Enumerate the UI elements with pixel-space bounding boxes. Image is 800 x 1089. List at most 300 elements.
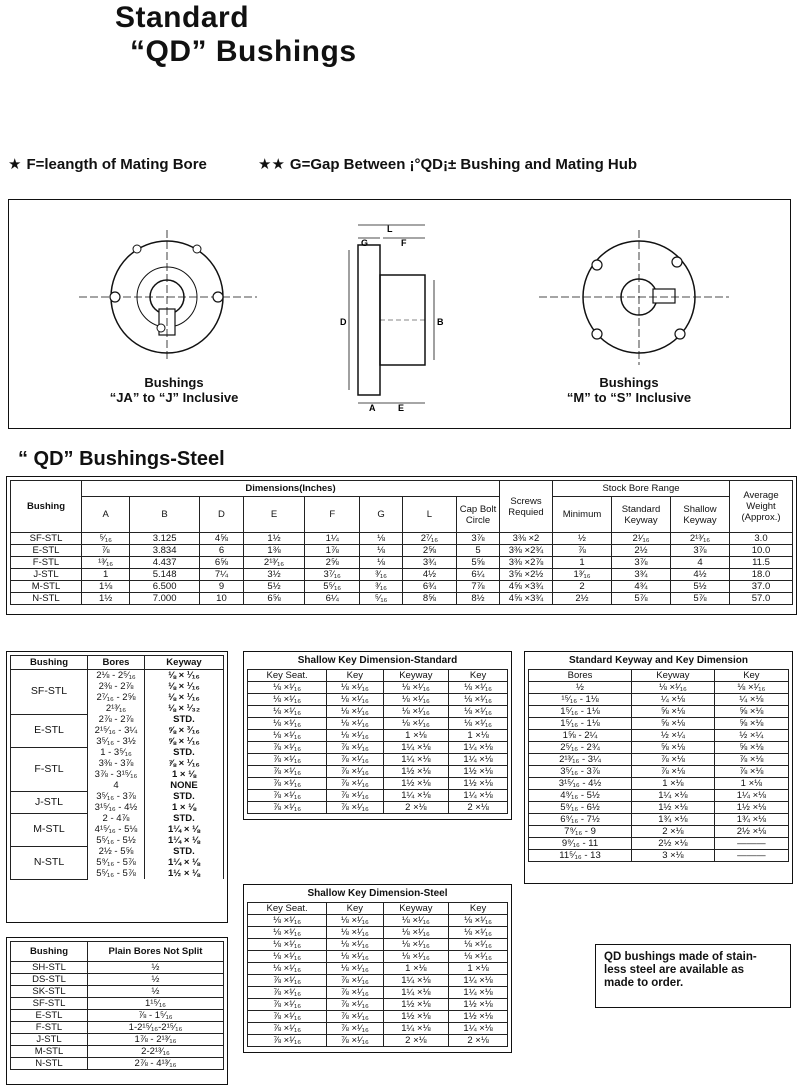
- table-cell: ⅞ ×¹⁄₁₆: [248, 1011, 327, 1023]
- plain-col-bushing: Bushing: [11, 942, 88, 962]
- table-cell: ⅛ ×¹⁄₁₆: [632, 682, 715, 694]
- table-cell: ⅞ ×¹⁄₁₆: [248, 1035, 327, 1047]
- table-cell: ⅛ ×¹⁄₁₆: [714, 682, 788, 694]
- table-row: [529, 682, 789, 694]
- table-row: [248, 987, 508, 999]
- table-cell: 1 ×⅛: [449, 730, 508, 742]
- table-cell: 1¼ ×⅛: [714, 790, 788, 802]
- table-cell: ⅞ ×¹⁄₁₆: [327, 766, 383, 778]
- table-cell: ⅝ ×⅛: [714, 742, 788, 754]
- table-row: [248, 706, 508, 718]
- table-cell: F-STL: [11, 1022, 88, 1034]
- bores-col-bores: Bores: [88, 656, 145, 670]
- bores-cell: 2⅜ - 2⅞: [88, 681, 145, 692]
- bores-cell: 2⅛ - 2⁵⁄₁₆: [88, 670, 145, 682]
- table-cell: E-STL: [11, 1010, 88, 1022]
- right-bushing-drawing: [539, 230, 729, 365]
- table-row: [248, 939, 508, 951]
- main-table: [10, 480, 793, 605]
- table-cell: ³⁄₁₆: [360, 581, 402, 593]
- table-cell: 7.000: [130, 593, 200, 605]
- keyway-cell: STD.: [145, 791, 224, 802]
- bores-cell: 4¹⁵⁄₁₆ - 5⅛: [88, 824, 145, 835]
- left-bushing-label: [104, 375, 244, 405]
- col-header: Key: [449, 903, 508, 915]
- table-row: [529, 766, 789, 778]
- table-cell: 1½ ×⅛: [714, 802, 788, 814]
- table-cell: 1⅝ - 2¼: [529, 730, 632, 742]
- table-cell: 1½ ×⅛: [632, 802, 715, 814]
- table-cell: ⅞: [553, 545, 612, 557]
- table-cell: 1¼ ×⅛: [383, 742, 449, 754]
- table-cell: ⅝ ×⅛: [632, 742, 715, 754]
- table-cell: ⅛ ×¹⁄₁₆: [383, 927, 449, 939]
- table-cell: 3⅜ ×2⅞: [500, 557, 553, 569]
- group-stock: Stock Bore Range: [553, 481, 730, 497]
- table-cell: ⅛ ×¹⁄₁₆: [449, 706, 508, 718]
- table-cell: ⁵⁄₁₆: [82, 533, 130, 545]
- plain-table: [10, 941, 224, 1070]
- col-header: Key: [327, 903, 383, 915]
- note-f-text: F=leangth of Mating Bore: [26, 155, 207, 173]
- table-row: [248, 766, 508, 778]
- keyway-cell: STD.: [145, 714, 224, 725]
- left-label-1: Bushings: [144, 375, 204, 390]
- note-line-2: less steel are available as: [604, 964, 745, 976]
- bores-cell: 3⅜ - 3⅞: [88, 758, 145, 769]
- table-cell: ⅛: [360, 557, 402, 569]
- table-cell: 4⁹⁄₁₆ - 5½: [529, 790, 632, 802]
- table-cell: 6⅝: [244, 593, 305, 605]
- keyway-cell: 1¼ × ⅛: [145, 857, 224, 868]
- table-cell: 1 ×⅛: [383, 963, 449, 975]
- table-cell: 1¼ ×⅛: [383, 987, 449, 999]
- table-cell: 6¼: [305, 593, 360, 605]
- dim-l-text: L: [387, 224, 393, 234]
- bores-cell: 2 - 4⅞: [88, 813, 145, 824]
- table-cell: ———: [714, 838, 788, 850]
- table-cell: 1¹⁵⁄₁₆: [88, 998, 224, 1010]
- table-row: [529, 838, 789, 850]
- table-cell: DS-STL: [11, 974, 88, 986]
- table-cell: 5⅞: [671, 593, 730, 605]
- col-std-keyway: Standard Keyway: [612, 497, 671, 533]
- keyway-cell: ⅛ × ¹⁄₁₆: [145, 670, 224, 682]
- table-cell: 4⅝ ×3¾: [500, 581, 553, 593]
- table-cell: ⅞ ×¹⁄₁₆: [248, 742, 327, 754]
- table-cell: ¹³⁄₁₆: [82, 557, 130, 569]
- table-cell: 3⅜ ×2¾: [500, 545, 553, 557]
- table-row: [248, 951, 508, 963]
- table-cell: F-STL: [11, 557, 82, 569]
- table-cell: ⅛ ×¹⁄₁₆: [248, 682, 327, 694]
- table-cell: ⅛ ×¹⁄₁₆: [248, 963, 327, 975]
- table-row: [248, 802, 508, 814]
- table-cell: 1½ ×⅛: [449, 1011, 508, 1023]
- table-row: [248, 790, 508, 802]
- table-row: [529, 730, 789, 742]
- bores-cell: 1 - 3⁵⁄₁₆: [88, 747, 145, 758]
- keyway-cell: ⅝ × ¹⁄₁₆: [145, 736, 224, 747]
- table-row: [248, 754, 508, 766]
- table-row: [11, 545, 793, 557]
- table-cell: 1¼ ×⅛: [449, 790, 508, 802]
- table-cell: ½: [88, 986, 224, 998]
- table-cell: ⅛ ×¹⁄₁₆: [383, 694, 449, 706]
- bores-bushing-cell: F-STL: [11, 747, 88, 791]
- col-weight: Average Weight (Approx.): [730, 481, 793, 533]
- table-row: [11, 1046, 224, 1058]
- table-row: [11, 670, 224, 682]
- table-cell: ⅞ ×¹⁄₁₆: [248, 790, 327, 802]
- col-screws: Screws Requied: [500, 481, 553, 533]
- table-cell: ⅞ ×¹⁄₁₆: [327, 1035, 383, 1047]
- table-row: [11, 998, 224, 1010]
- table-cell: 11.5: [730, 557, 793, 569]
- table-cell: 1½: [244, 533, 305, 545]
- table-cell: 2½: [553, 593, 612, 605]
- table-row: [248, 975, 508, 987]
- col-dim-g: G: [360, 497, 402, 533]
- table-cell: 1½: [82, 593, 130, 605]
- bores-cell: 5⁹⁄₁₆ - 5⅞: [88, 857, 145, 868]
- table-row: [529, 814, 789, 826]
- table-cell: ⅛ ×¹⁄₁₆: [327, 927, 383, 939]
- table-cell: 4½: [671, 569, 730, 581]
- table-cell: 1¼ ×⅛: [632, 790, 715, 802]
- table-row: [11, 714, 224, 725]
- table-cell: 2: [553, 581, 612, 593]
- table-cell: 1½ ×⅛: [383, 766, 449, 778]
- table-row: [248, 927, 508, 939]
- std-keyway-table: [528, 669, 789, 862]
- table-cell: 1¼ ×⅛: [383, 754, 449, 766]
- table-cell: 2⅝: [402, 545, 456, 557]
- table-cell: 1½ ×⅛: [449, 766, 508, 778]
- table-row: [529, 694, 789, 706]
- table-cell: ⅛ ×¹⁄₁₆: [449, 951, 508, 963]
- bores-cell: 3⁵⁄₁₆ - 3½: [88, 736, 145, 747]
- table-cell: 57.0: [730, 593, 793, 605]
- table-cell: ⅛ ×¹⁄₁₆: [449, 694, 508, 706]
- table-cell: 2¹³⁄₁₆ - 3¼: [529, 754, 632, 766]
- table-row: [529, 802, 789, 814]
- table-cell: 5½: [671, 581, 730, 593]
- table-cell: ⅞ ×¹⁄₁₆: [248, 975, 327, 987]
- table-cell: 3⁵⁄₁₆ - 3⅞: [529, 766, 632, 778]
- right-label-1: Bushings: [599, 375, 659, 390]
- table-cell: 1¼ ×⅛: [449, 975, 508, 987]
- table-row: [11, 747, 224, 758]
- svg-text:E: E: [398, 403, 405, 413]
- table-cell: 1½ ×⅛: [383, 1011, 449, 1023]
- table-cell: ½ ×¼: [632, 730, 715, 742]
- table-cell: ⅛ ×¹⁄₁₆: [383, 951, 449, 963]
- table-row: [529, 718, 789, 730]
- col-shallow-keyway: Shallow Keyway: [671, 497, 730, 533]
- table-row: [11, 813, 224, 824]
- table-cell: 1½ ×⅛: [449, 999, 508, 1011]
- table-cell: ½: [529, 682, 632, 694]
- table-cell: 1⅞: [305, 545, 360, 557]
- col-header: Keyway: [383, 670, 449, 682]
- table-cell: ⅞ ×⅛: [632, 754, 715, 766]
- table-row: [248, 694, 508, 706]
- table-cell: 1¼ ×⅛: [383, 1023, 449, 1035]
- keyway-cell: STD.: [145, 846, 224, 857]
- note-line-3: made to order.: [604, 977, 684, 989]
- note-f: [8, 155, 207, 173]
- keyway-cell: 1¼ × ⅛: [145, 824, 224, 835]
- table-cell: 18.0: [730, 569, 793, 581]
- table-cell: 6¾: [402, 581, 456, 593]
- table-cell: 2¹³⁄₁₆: [671, 533, 730, 545]
- title-line-1: Standard: [115, 1, 250, 34]
- table-cell: ⅛: [360, 533, 402, 545]
- table-cell: 1⁵⁄₁₆ - 1⅛: [529, 706, 632, 718]
- table-cell: 2½ ×⅛: [714, 826, 788, 838]
- table-cell: 4: [671, 557, 730, 569]
- table-cell: ½: [553, 533, 612, 545]
- table-cell: ⅛ ×¹⁄₁₆: [327, 963, 383, 975]
- table-cell: ⅞ ×¹⁄₁₆: [327, 975, 383, 987]
- table-row: [529, 706, 789, 718]
- table-row: [248, 718, 508, 730]
- table-cell: 1: [553, 557, 612, 569]
- table-cell: 10: [199, 593, 243, 605]
- keyway-cell: ⅛ × ¹⁄₁₆: [145, 692, 224, 703]
- col-header: Key: [449, 670, 508, 682]
- table-cell: ⅞ - 1⁵⁄₁₆: [88, 1010, 224, 1022]
- table-cell: 1 ×⅛: [383, 730, 449, 742]
- table-cell: 2¹⁄₁₆: [612, 533, 671, 545]
- table-cell: ⅞ ×¹⁄₁₆: [248, 778, 327, 790]
- table-cell: ⅛ ×¹⁄₁₆: [449, 939, 508, 951]
- table-cell: ⅛ ×¹⁄₁₆: [248, 915, 327, 927]
- bores-bushing-cell: N-STL: [11, 846, 88, 879]
- table-cell: 2½ ×⅛: [632, 838, 715, 850]
- table-cell: ⅞ ×¹⁄₁₆: [327, 778, 383, 790]
- bores-cell: 3¹⁵⁄₁₆ - 4½: [88, 802, 145, 813]
- table-cell: ⅞ ×⅛: [714, 754, 788, 766]
- table-row: [529, 826, 789, 838]
- table-cell: ⅛ ×¹⁄₁₆: [327, 706, 383, 718]
- bores-bushing-cell: SF-STL: [11, 670, 88, 715]
- table-row: [248, 915, 508, 927]
- col-dim-l: L: [402, 497, 456, 533]
- shallow-standard-frame: [243, 651, 512, 820]
- table-cell: SF-STL: [11, 998, 88, 1010]
- table-cell: 4½: [402, 569, 456, 581]
- col-cap: Cap Bolt Circle: [457, 497, 500, 533]
- table-cell: 1¼ ×⅛: [383, 790, 449, 802]
- table-cell: 4⅝ ×3¾: [500, 593, 553, 605]
- table-cell: ⅛: [360, 545, 402, 557]
- table-cell: 7⅞: [457, 581, 500, 593]
- bores-cell: 3⁵⁄₁₆ - 3⅞: [88, 791, 145, 802]
- stainless-note: [595, 944, 791, 1008]
- table-cell: 1³⁄₁₆: [553, 569, 612, 581]
- table-cell: 37.0: [730, 581, 793, 593]
- table-cell: 9⁹⁄₁₆ - 11: [529, 838, 632, 850]
- table-cell: ⅛ ×¹⁄₁₆: [327, 718, 383, 730]
- table-cell: ⅛ ×¹⁄₁₆: [449, 915, 508, 927]
- table-cell: 1-2¹⁵⁄₁₆-2¹⁵⁄₁₆: [88, 1022, 224, 1034]
- table-cell: ¼ ×⅛: [632, 694, 715, 706]
- table-row: [11, 962, 224, 974]
- star-icon: ★: [8, 156, 22, 173]
- table-cell: 1 ×⅛: [449, 963, 508, 975]
- bores-col-keyway: Keyway: [145, 656, 224, 670]
- col-header: Key: [714, 670, 788, 682]
- main-table-frame: [6, 476, 797, 615]
- table-cell: 2½: [612, 545, 671, 557]
- bores-cell: 3⅞ - 3¹⁵⁄₁₆: [88, 769, 145, 780]
- table-cell: 6⁹⁄₁₆ - 7½: [529, 814, 632, 826]
- keyway-cell: ⅛ × ¹⁄₁₆: [145, 681, 224, 692]
- table-cell: 1¼ ×⅛: [449, 754, 508, 766]
- table-cell: 2⅝: [305, 557, 360, 569]
- col-dim-e: E: [244, 497, 305, 533]
- right-bushing-label: [559, 375, 699, 405]
- table-cell: ⅛ ×¹⁄₁₆: [383, 682, 449, 694]
- col-dim-f: F: [305, 497, 360, 533]
- table-cell: 3⅝ ×2½: [500, 569, 553, 581]
- keyway-cell: NONE: [145, 780, 224, 791]
- table-cell: 4.437: [130, 557, 200, 569]
- table-row: [11, 593, 793, 605]
- bores-cell: 4: [88, 780, 145, 791]
- table-cell: 3.834: [130, 545, 200, 557]
- table-cell: ⅛ ×¹⁄₁₆: [327, 682, 383, 694]
- table-cell: ———: [714, 850, 788, 862]
- table-row: [248, 730, 508, 742]
- keyway-cell: 1½ × ⅛: [145, 868, 224, 879]
- table-cell: ⅞ ×¹⁄₁₆: [327, 790, 383, 802]
- table-cell: 3⅞: [457, 533, 500, 545]
- table-cell: ⅛ ×¹⁄₁₆: [383, 939, 449, 951]
- table-cell: 6¼: [457, 569, 500, 581]
- table-row: [11, 791, 224, 802]
- table-cell: 2-2¹³⁄₁₆: [88, 1046, 224, 1058]
- table-row: [248, 999, 508, 1011]
- col-header: Bores: [529, 670, 632, 682]
- table-cell: ⅛ ×¹⁄₁₆: [248, 706, 327, 718]
- table-cell: ⅞ ×¹⁄₁₆: [327, 802, 383, 814]
- svg-text:A: A: [369, 403, 376, 413]
- svg-text:F: F: [401, 238, 407, 248]
- table-cell: 1¾ ×⅛: [714, 814, 788, 826]
- table-cell: 3 ×⅛: [632, 850, 715, 862]
- std-keyway-frame: [524, 651, 793, 884]
- table-row: [248, 682, 508, 694]
- table-cell: ⅛ ×¹⁄₁₆: [327, 915, 383, 927]
- table-cell: ⅞ ×¹⁄₁₆: [248, 1023, 327, 1035]
- table-cell: 3⅞: [612, 557, 671, 569]
- table-cell: 5½: [244, 581, 305, 593]
- bores-bushing-cell: M-STL: [11, 813, 88, 846]
- table-cell: 2 ×⅛: [449, 1035, 508, 1047]
- table-cell: 1 ×⅛: [632, 778, 715, 790]
- note-g: [258, 155, 637, 173]
- diagram-frame: [8, 199, 791, 429]
- bores-cell: 2⁷⁄₁₆ - 2⅝: [88, 692, 145, 703]
- table-cell: ¼ ×⅛: [714, 694, 788, 706]
- table-cell: ⅝ ×⅛: [714, 718, 788, 730]
- right-label-2: “M” to “S” Inclusive: [566, 390, 692, 405]
- shallow-standard-table: [247, 669, 508, 814]
- table-cell: 2 ×⅛: [383, 802, 449, 814]
- shallow-steel-title: Shallow Key Dimension-Steel: [307, 888, 448, 899]
- table-cell: ⅞ ×¹⁄₁₆: [248, 754, 327, 766]
- table-row: [11, 581, 793, 593]
- table-cell: ⅞ ×¹⁄₁₆: [327, 999, 383, 1011]
- table-row: [11, 1058, 224, 1070]
- table-cell: 4⅝: [199, 533, 243, 545]
- table-cell: ⅛ ×¹⁄₁₆: [383, 718, 449, 730]
- table-row: [529, 742, 789, 754]
- table-cell: 2⁷⁄₁₆: [402, 533, 456, 545]
- shallow-standard-title: Shallow Key Dimension-Standard: [297, 655, 458, 666]
- table-cell: 1: [82, 569, 130, 581]
- table-cell: ½: [88, 974, 224, 986]
- table-cell: ⅞ ×¹⁄₁₆: [327, 1023, 383, 1035]
- table-cell: ⅛ ×¹⁄₁₆: [248, 718, 327, 730]
- table-row: [11, 557, 793, 569]
- table-cell: ⅝ ×⅛: [714, 706, 788, 718]
- table-cell: 7¼: [199, 569, 243, 581]
- table-cell: 2 ×⅛: [632, 826, 715, 838]
- table-cell: 9: [199, 581, 243, 593]
- table-row: [529, 778, 789, 790]
- table-row: [11, 986, 224, 998]
- table-cell: 2¹³⁄₁₆: [244, 557, 305, 569]
- table-cell: 2⅞ - 4¹³⁄₁₆: [88, 1058, 224, 1070]
- keyway-cell: 1 × ⅛: [145, 802, 224, 813]
- table-cell: ⅛ ×¹⁄₁₆: [449, 682, 508, 694]
- table-cell: 5⁹⁄₁₆ - 6½: [529, 802, 632, 814]
- table-cell: 1½ ×⅛: [449, 778, 508, 790]
- keyway-cell: STD.: [145, 813, 224, 824]
- table-cell: E-STL: [11, 545, 82, 557]
- bores-col-bushing: Bushing: [11, 656, 88, 670]
- table-row: [11, 1022, 224, 1034]
- table-cell: ⅛ ×¹⁄₁₆: [248, 939, 327, 951]
- col-header: Key Seat.: [248, 903, 327, 915]
- table-cell: 1¾ ×⅛: [632, 814, 715, 826]
- table-cell: 3.125: [130, 533, 200, 545]
- table-row: [11, 846, 224, 857]
- table-cell: 3¾: [612, 569, 671, 581]
- table-cell: 5⅝: [457, 557, 500, 569]
- table-cell: ⅞ ×¹⁄₁₆: [327, 1011, 383, 1023]
- svg-text:B: B: [437, 317, 444, 327]
- col-dim-a: A: [82, 497, 130, 533]
- table-cell: J-STL: [11, 1034, 88, 1046]
- table-cell: 5: [457, 545, 500, 557]
- table-cell: ⅝ ×⅛: [632, 718, 715, 730]
- table-cell: ⅛ ×¹⁄₁₆: [248, 730, 327, 742]
- table-cell: ⅛ ×¹⁄₁₆: [327, 951, 383, 963]
- table-cell: 2 ×⅛: [449, 802, 508, 814]
- table-cell: ⅛ ×¹⁄₁₆: [327, 730, 383, 742]
- table-cell: 2 ×⅛: [383, 1035, 449, 1047]
- bores-table: [10, 655, 224, 880]
- bores-cell: 2½ - 5⅝: [88, 846, 145, 857]
- table-cell: 1⅞ - 2¹³⁄₁₆: [88, 1034, 224, 1046]
- double-star-icon: ★★: [258, 156, 285, 173]
- table-cell: ⅛ ×¹⁄₁₆: [248, 927, 327, 939]
